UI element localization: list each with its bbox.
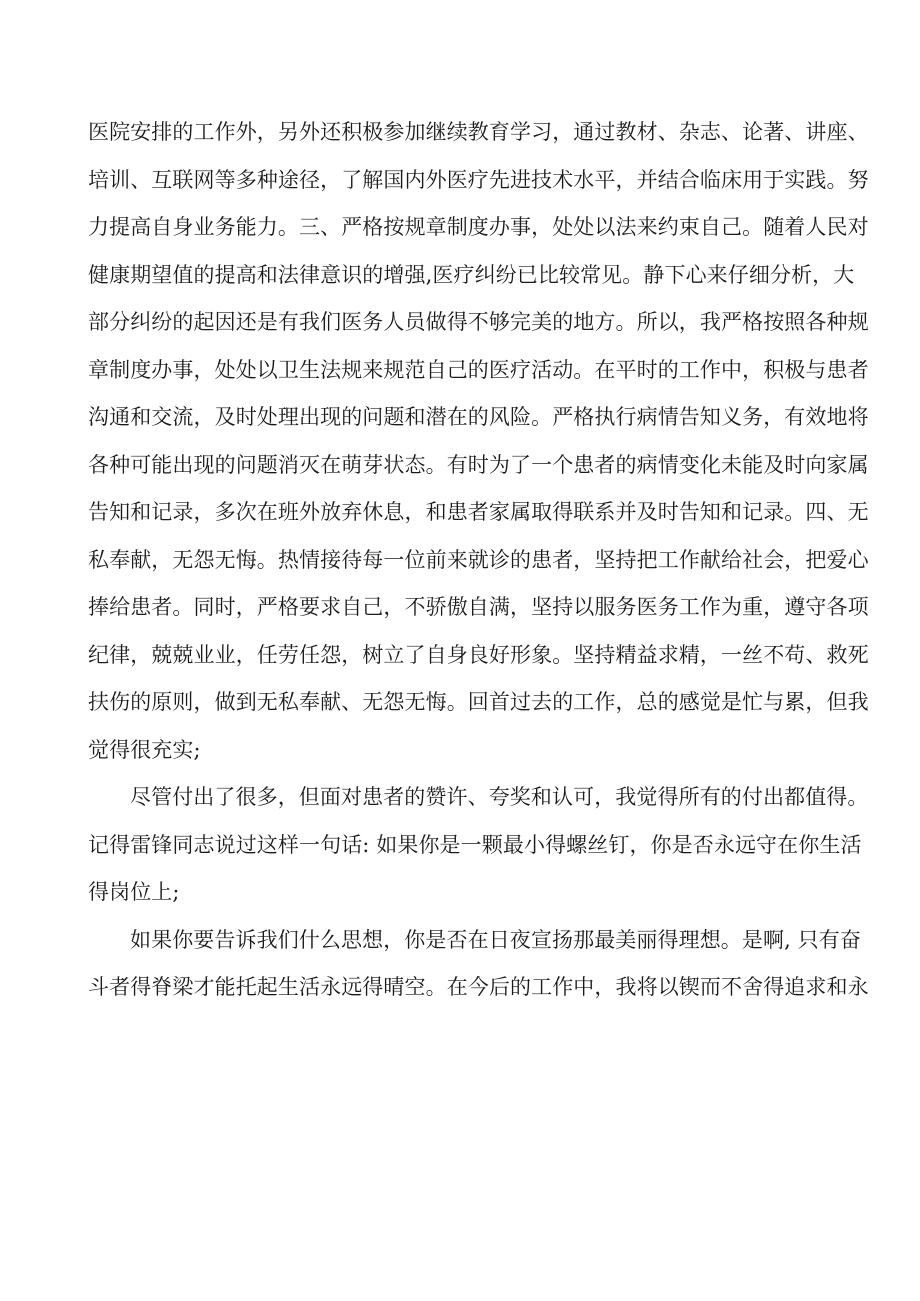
text-line: 如果你要告诉我们什么思想，你是否在日夜宣扬那最美丽得理想。是啊, 只有奋 — [130, 927, 861, 952]
text-line: 得岗位上; — [88, 880, 180, 904]
paragraph-3 — [88, 917, 869, 1012]
text-line: 各种可能出现的问题消灭在萌芽状态。有时为了一个患者的病情变化未能及时向家属 — [88, 452, 869, 477]
text-line: 记得雷锋同志说过这样一句话: 如果你是一颗最小得螺丝钉，你是否永远守在你生活 — [88, 832, 862, 857]
document-body — [88, 109, 869, 1012]
paragraph-1 — [88, 109, 869, 774]
text-line: 健康期望值的提高和法律意识的增强,医疗纠纷已比较常见。静下心来仔细分析，大 — [88, 262, 855, 287]
text-line: 部分纠纷的起因还是有我们医务人员做得不够完美的地方。所以，我严格按照各种规 — [88, 310, 869, 334]
text-line: 纪律，兢兢业业，任劳任怨，树立了自身良好形象。坚持精益求精，一丝不苟、救死 — [88, 642, 869, 667]
text-line: 捧给患者。同时，严格要求自己，不骄傲自满，坚持以服务医务工作为重，遵守各项 — [88, 595, 869, 619]
text-line: 沟通和交流，及时处理出现的问题和潜在的风险。严格执行病情告知义务，有效地将 — [88, 405, 869, 429]
text-line: 培训、互联网等多种途径，了解国内外医疗先进技术水平，并结合临床用于实践。努 — [88, 167, 869, 192]
text-line: 医院安排的工作外，另外还积极参加继续教育学习，通过教材、杂志、论著、讲座、 — [88, 120, 869, 144]
text-line: 力提高自身业务能力。三、严格按规章制度办事，处处以法来约束自己。随着人民对 — [88, 215, 869, 239]
text-line: 私奉献，无怨无悔。热情接待每一位前来就诊的患者，坚持把工作献给社会，把爱心 — [88, 547, 869, 572]
paragraph-2 — [88, 774, 869, 917]
text-line: 章制度办事，处处以卫生法规来规范自己的医疗活动。在平时的工作中，积极与患者 — [88, 357, 869, 382]
text-line: 尽管付出了很多，但面对患者的赞许、夸奖和认可，我觉得所有的付出都值得。 — [130, 785, 869, 809]
text-line: 告知和记录，多次在班外放弃休息，和患者家属取得联系并及时告知和记录。四、无 — [88, 500, 869, 524]
text-line: 扶伤的原则，做到无私奉献、无怨无悔。回首过去的工作，总的感觉是忙与累，但我 — [88, 690, 869, 714]
text-line: 斗者得脊梁才能托起生活永远得晴空。在今后的工作中，我将以锲而不舍得追求和永 — [88, 975, 869, 999]
text-line: 觉得很充实; — [88, 737, 201, 762]
